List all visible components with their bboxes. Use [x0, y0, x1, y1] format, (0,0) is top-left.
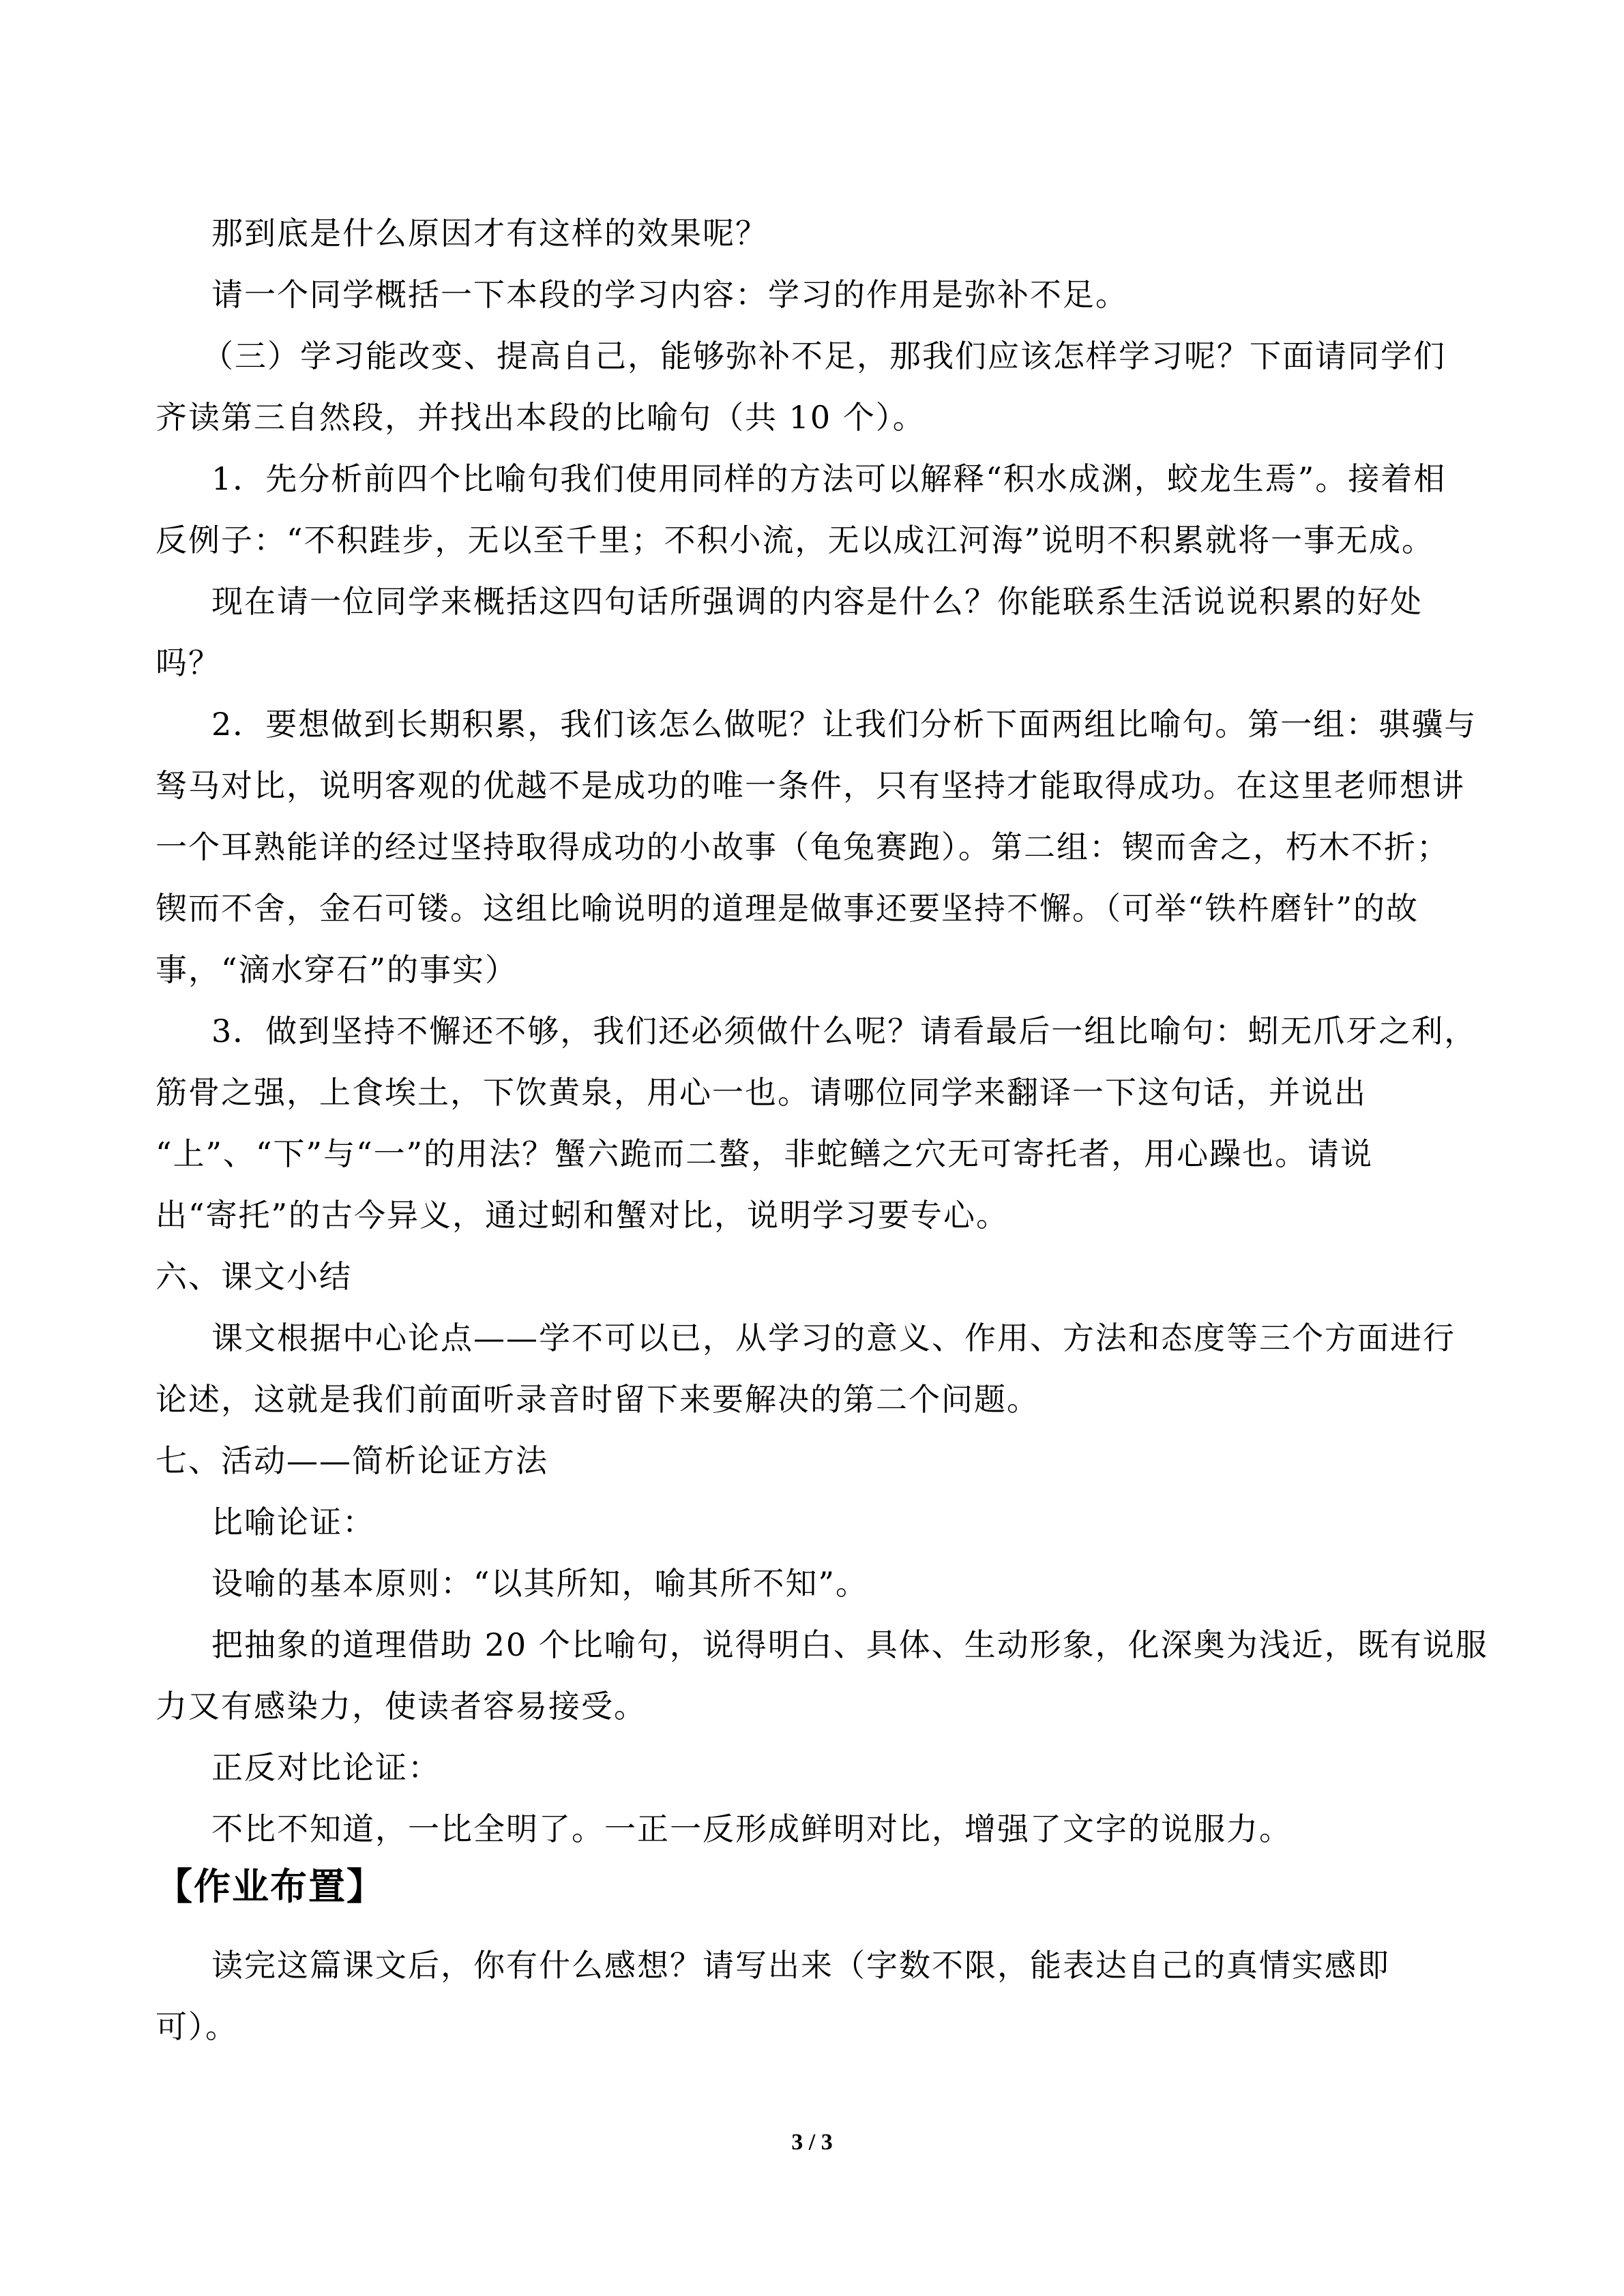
paragraph-line: 那到底是什么原因才有这样的效果呢？	[211, 215, 768, 252]
paragraph-line: 一个耳熟能详的经过坚持取得成功的小故事（龟兔赛跑）。第二组：锲而舍之，朽木不折；	[156, 829, 1449, 865]
paragraph-line: 课文根据中心论点——学不可以已，从学习的意义、作用、方法和态度等三个方面进行	[211, 1320, 1456, 1356]
paragraph-line: 可）。	[156, 2008, 238, 2045]
paragraph-line: 反例子：“不积跬步，无以至千里；不积小流，无以成江河海”说明不积累就将一事无成。	[156, 522, 1435, 558]
paragraph-line: 比喻论证：	[211, 1504, 375, 1540]
paragraph-line: 事，“滴水穿石”的事实）	[156, 951, 518, 988]
section-heading: 七、活动——简析论证方法	[156, 1442, 548, 1479]
paragraph-line: 筋骨之强，上食埃土，下饮黄泉，用心一也。请哪位同学来翻译一下这句话，并说出	[156, 1074, 1367, 1111]
paragraph-line: 请一个同学概括一下本段的学习内容：学习的作用是弥补不足。	[211, 276, 1128, 313]
paragraph-line: 驽马对比，说明客观的优越不是成功的唯一条件，只有坚持才能取得成功。在这里老师想讲	[156, 767, 1465, 804]
paragraph-line: 读完这篇课文后，你有什么感想？请写出来（字数不限，能表达自己的真情实感即	[211, 1947, 1390, 1984]
paragraph-line: “上”、“下”与“一”的用法？蟹六跪而二螯，非蛇鳝之穴无可寄托者，用心躁也。请说	[156, 1135, 1374, 1172]
paragraph-line: 把抽象的道理借助 20 个比喻句，说得明白、具体、生动形象，化深奥为浅近，既有说服	[211, 1626, 1488, 1663]
paragraph-line: 吗？	[156, 644, 221, 681]
paragraph-line: 出“寄托”的古今异义，通过蚓和蟹对比，说明学习要专心。	[156, 1197, 1009, 1234]
paragraph-line: （三）学习能改变、提高自己，能够弥补不足，那我们应该怎样学习呢？下面请同学们	[202, 338, 1446, 374]
paragraph-line: 现在请一位同学来概括这四句话所强调的内容是什么？你能联系生活说说积累的好处	[211, 583, 1423, 620]
paragraph-line: 力又有感染力，使读者容易接受。	[156, 1688, 647, 1725]
paragraph-line: 论述，这就是我们前面听录音时留下来要解决的第二个问题。	[156, 1381, 1039, 1418]
paragraph-line: 1．先分析前四个比喻句我们使用同样的方法可以解释“积水成渊，蛟龙生焉”。接着相	[211, 460, 1447, 497]
section-heading: 六、课文小结	[156, 1258, 352, 1295]
paragraph-line: 3．做到坚持不懈还不够，我们还必须做什么呢？请看最后一组比喻句：蚓无爪牙之利，	[211, 1013, 1477, 1049]
paragraph-line: 不比不知道，一比全明了。一正一反形成鲜明对比，增强了文字的说服力。	[211, 1810, 1292, 1847]
homework-heading: 【作业布置】	[156, 1865, 385, 1908]
paragraph-line: 齐读第三自然段，并找出本段的比喻句（共 10 个）。	[156, 399, 926, 436]
paragraph-line: 2．要想做到长期积累，我们该怎么做呢？让我们分析下面两组比喻句。第一组：骐骥与	[211, 706, 1477, 743]
page-number: 3 / 3	[791, 2130, 833, 2155]
paragraph-line: 锲而不舍，金石可镂。这组比喻说明的道理是做事还要坚持不懈。（可举“铁杵磨针”的故	[156, 890, 1419, 927]
paragraph-line: 设喻的基本原则：“以其所知，喻其所不知”。	[211, 1565, 869, 1602]
paragraph-line: 正反对比论证：	[211, 1749, 441, 1786]
